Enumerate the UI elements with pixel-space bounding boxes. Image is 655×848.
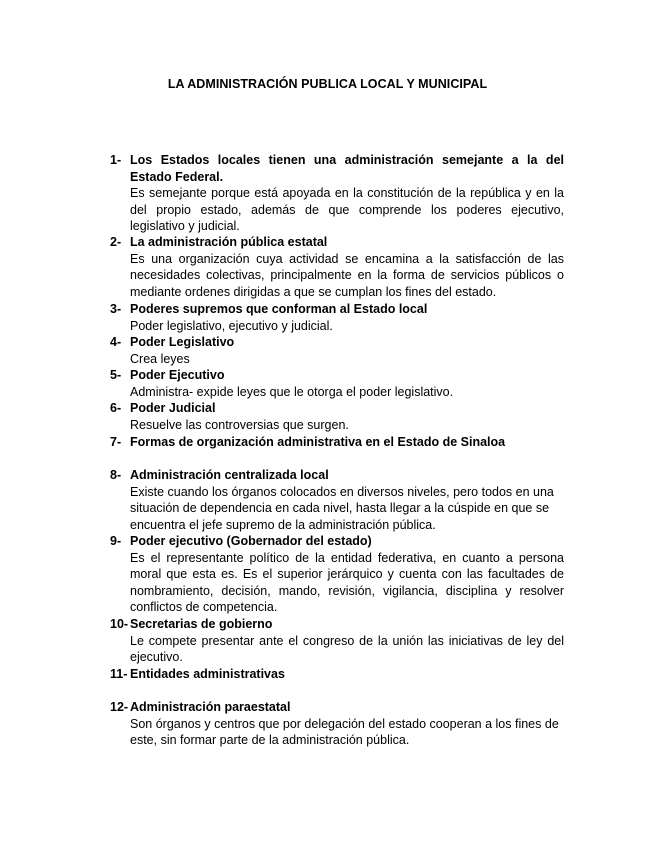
item-number: 3- <box>110 302 122 316</box>
item-heading-row <box>110 234 564 251</box>
item-heading-row <box>110 699 564 716</box>
item-heading: Formas de organización administrativa en el Estado de Sinaloa <box>130 435 506 449</box>
item-heading: Poder Ejecutivo <box>130 368 225 382</box>
item-body: Le compete presentar ante el congreso de la unión las iniciativas de ley del ejecutivo. <box>130 633 564 665</box>
list-item-1 <box>110 152 564 235</box>
item-number: 5- <box>110 368 122 382</box>
item-heading: Secretarias de gobierno <box>130 617 273 631</box>
document-title: LA ADMINISTRACIÓN PUBLICA LOCAL Y MUNICIPAL <box>167 77 488 91</box>
item-number: 2- <box>110 235 122 249</box>
item-body: Resuelve las controversias que surgen. <box>130 417 349 432</box>
item-number: 10- <box>110 617 129 631</box>
item-body: Es el representante político de la entidad federativa, en cuanto a persona moral que esta es. Es el superior jerárquico y cuenta con las facultades de nombramiento, decisión, mando, revisión, vigilancia, disciplina y resolver conflictos de competencia. <box>130 550 564 615</box>
item-heading-row <box>110 301 564 318</box>
list-item-12 <box>110 699 564 749</box>
item-heading: Entidades administrativas <box>130 667 285 681</box>
list-item-3 <box>110 301 564 334</box>
item-number: 7- <box>110 435 122 449</box>
item-heading-row <box>110 152 564 185</box>
list-item-4 <box>110 334 564 367</box>
item-heading: La administración pública estatal <box>130 235 328 249</box>
item-number: 12- <box>110 700 129 714</box>
item-heading: Administración paraestatal <box>130 700 291 714</box>
list-item-10 <box>110 616 564 666</box>
item-number: 4- <box>110 335 122 349</box>
item-number: 8- <box>110 468 122 482</box>
item-heading: Poderes supremos que conforman al Estado local <box>130 302 428 316</box>
item-body: Poder legislativo, ejecutivo y judicial. <box>130 318 333 333</box>
item-heading: Poder Judicial <box>130 401 216 415</box>
list-item-9 <box>110 533 564 616</box>
list-item-8 <box>110 467 564 533</box>
item-heading-row <box>110 434 564 451</box>
item-heading: Poder ejecutivo (Gobernador del estado) <box>130 534 372 548</box>
item-heading-row <box>110 467 564 484</box>
item-body: Administra- expide leyes que le otorga el poder legislativo. <box>130 384 454 399</box>
item-heading-row <box>110 334 564 351</box>
item-body: Es semejante porque está apoyada en la constitución de la república y en la del propio estado, además de que comprende los poderes ejecutivo, legislativo y judicial. <box>130 186 564 234</box>
item-heading-row <box>110 400 564 417</box>
item-heading-row <box>110 616 564 633</box>
list-item-2 <box>110 234 564 300</box>
item-body: Crea leyes <box>130 351 190 366</box>
item-heading: Administración centralizada local <box>130 468 329 482</box>
item-heading: Los Estados locales tienen una administración semejante a la del Estado Federal. <box>130 153 564 184</box>
item-heading-row <box>110 533 564 550</box>
item-body: Existe cuando los órganos colocados en diversos niveles, pero todos en una situación de dependencia en cada nivel, hasta llegar a la cúspide en que se encuentra el jefe supremo de la administración pública. <box>130 484 554 532</box>
item-body: Es una organización cuya actividad se encamina a la satisfacción de las necesidades colectivas, principalmente en la forma de servicios públicos o mediante ordenes dirigidas a que se cumplan los fines del estado. <box>130 251 564 299</box>
item-number: 1- <box>110 153 122 167</box>
list-item-6 <box>110 400 564 433</box>
list-item-7 <box>110 434 564 451</box>
item-heading-row <box>110 367 564 384</box>
item-number: 9- <box>110 534 122 548</box>
item-heading-row <box>110 666 564 683</box>
item-number: 6- <box>110 401 122 415</box>
item-body: Son órganos y centros que por delegación del estado cooperan a los fines de este, sin formar parte de la administración pública. <box>130 716 559 748</box>
item-heading: Poder Legislativo <box>130 335 235 349</box>
list-item-11 <box>110 666 564 683</box>
item-number: 11- <box>110 667 128 681</box>
list-item-5 <box>110 367 564 400</box>
